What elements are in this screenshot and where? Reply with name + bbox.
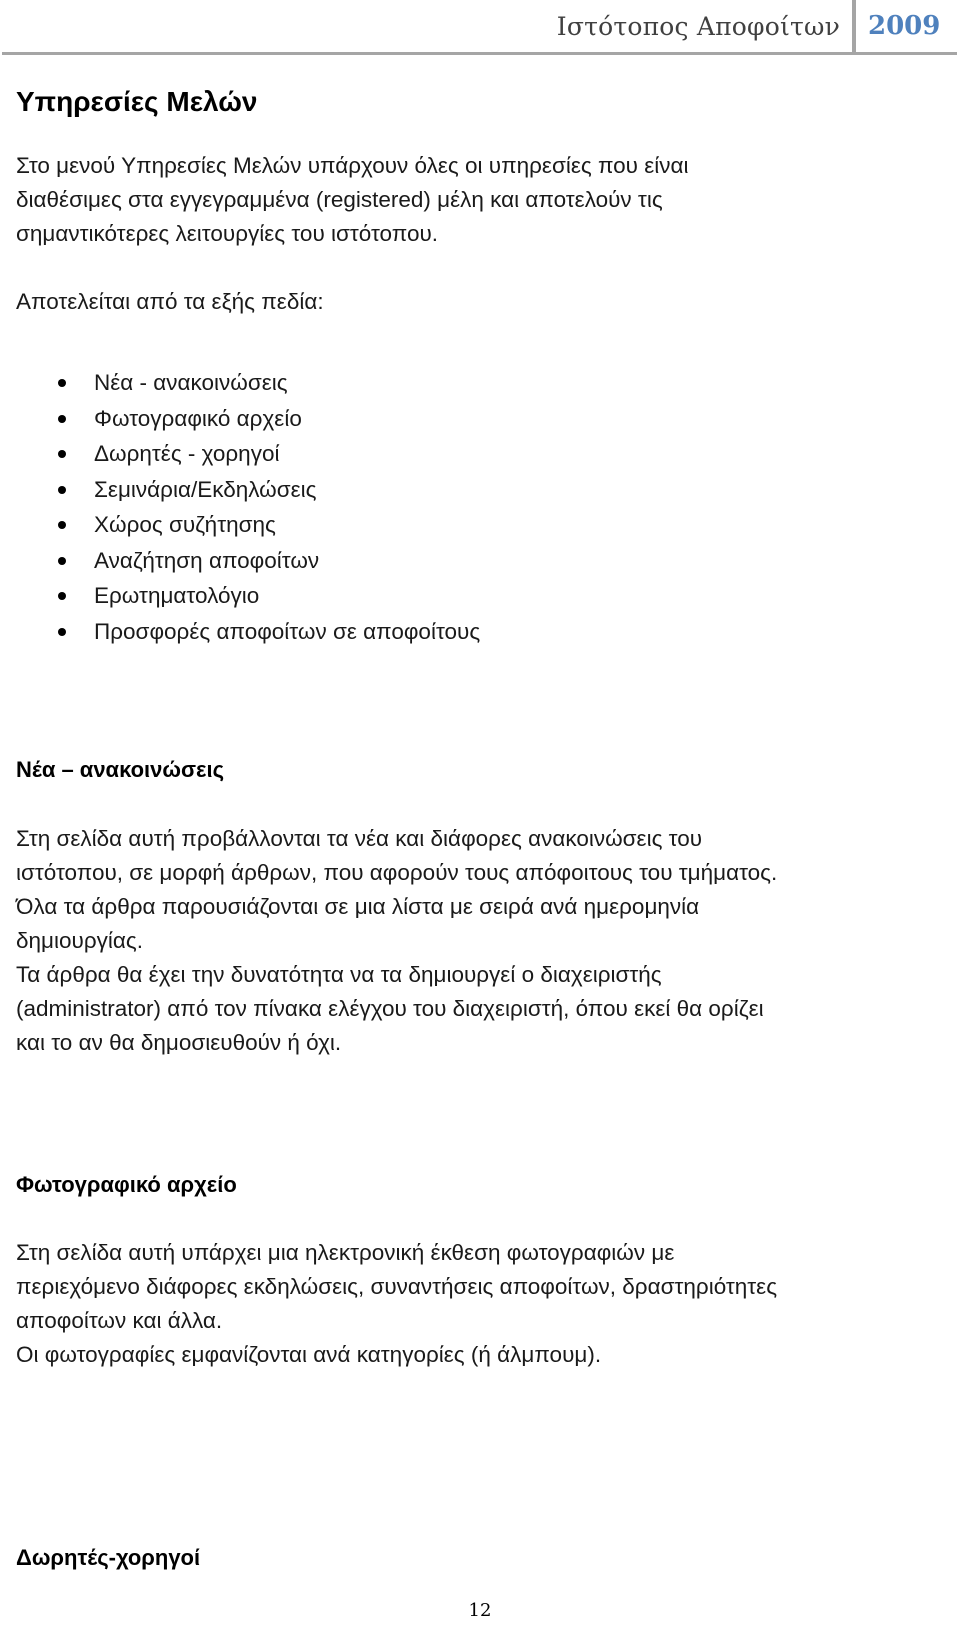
page-number: 12	[468, 1600, 492, 1621]
paragraph-line: Τα άρθρα θα έχει την δυνατότητα να τα δημιουργεί ο διαχειριστής	[16, 962, 662, 987]
bullet-icon	[58, 557, 66, 565]
bullet-icon	[58, 592, 66, 600]
fields-intro: Αποτελείται από τα εξής πεδία:	[16, 289, 324, 314]
header-separator	[852, 0, 856, 54]
header-year: 2009	[868, 11, 941, 41]
paragraph-line: ιστότοπου, σε μορφή άρθρων, που αφορούν τους απόφοιτους του τμήματος.	[16, 860, 778, 885]
photos-body	[16, 1236, 777, 1372]
header-rule	[2, 52, 957, 55]
bullet-icon	[58, 450, 66, 458]
photos-heading: Φωτογραφικό αρχείο	[16, 1172, 237, 1197]
members-intro	[16, 149, 689, 251]
bullet-icon	[58, 521, 66, 529]
header-title: Ιστότοπος Αποφοίτων	[556, 12, 840, 41]
page-title: Υπηρεσίες Μελών	[16, 86, 258, 117]
page-header	[0, 0, 960, 56]
paragraph-line: αποφοίτων και άλλα.	[16, 1308, 223, 1333]
bullet-icon	[58, 628, 66, 636]
news-heading: Νέα – ανακοινώσεις	[16, 757, 225, 782]
paragraph-line: Στη σελίδα αυτή προβάλλονται τα νέα και διάφορες ανακοινώσεις του	[16, 826, 703, 851]
paragraph-line: (administrator) από τον πίνακα ελέγχου του διαχειριστή, όπου εκεί θα ορίζει	[16, 996, 764, 1021]
paragraph-line: Οι φωτογραφίες εμφανίζονται ανά κατηγορίες (ή άλμπουμ).	[16, 1342, 602, 1367]
bullet-icon	[58, 415, 66, 423]
paragraph-line: και το αν θα δημοσιευθούν ή όχι.	[16, 1030, 342, 1055]
news-body	[16, 822, 777, 1060]
paragraph-line: περιεχόμενο διάφορες εκδηλώσεις, συναντήσεις αποφοίτων, δραστηριότητες	[16, 1274, 778, 1299]
paragraph-line: Στο μενού Υπηρεσίες Μελών υπάρχουν όλες οι υπηρεσίες που είναι	[16, 153, 689, 178]
paragraph-line: διαθέσιμες στα εγγεγραμμένα (registered) μέλη και αποτελούν τις	[16, 187, 663, 212]
paragraph-line: Στη σελίδα αυτή υπάρχει μια ηλεκτρονική έκθεση φωτογραφιών με	[16, 1240, 675, 1265]
bullet-icon	[58, 379, 66, 387]
donors-heading: Δωρητές-χορηγοί	[16, 1545, 201, 1570]
bullet-icon	[58, 486, 66, 494]
paragraph-line: σημαντικότερες λειτουργίες του ιστότοπου.	[16, 221, 439, 246]
paragraph-line: δημιουργίας.	[16, 928, 143, 953]
paragraph-line: Όλα τα άρθρα παρουσιάζονται σε μια λίστα με σειρά ανά ημερομηνία	[16, 894, 700, 919]
